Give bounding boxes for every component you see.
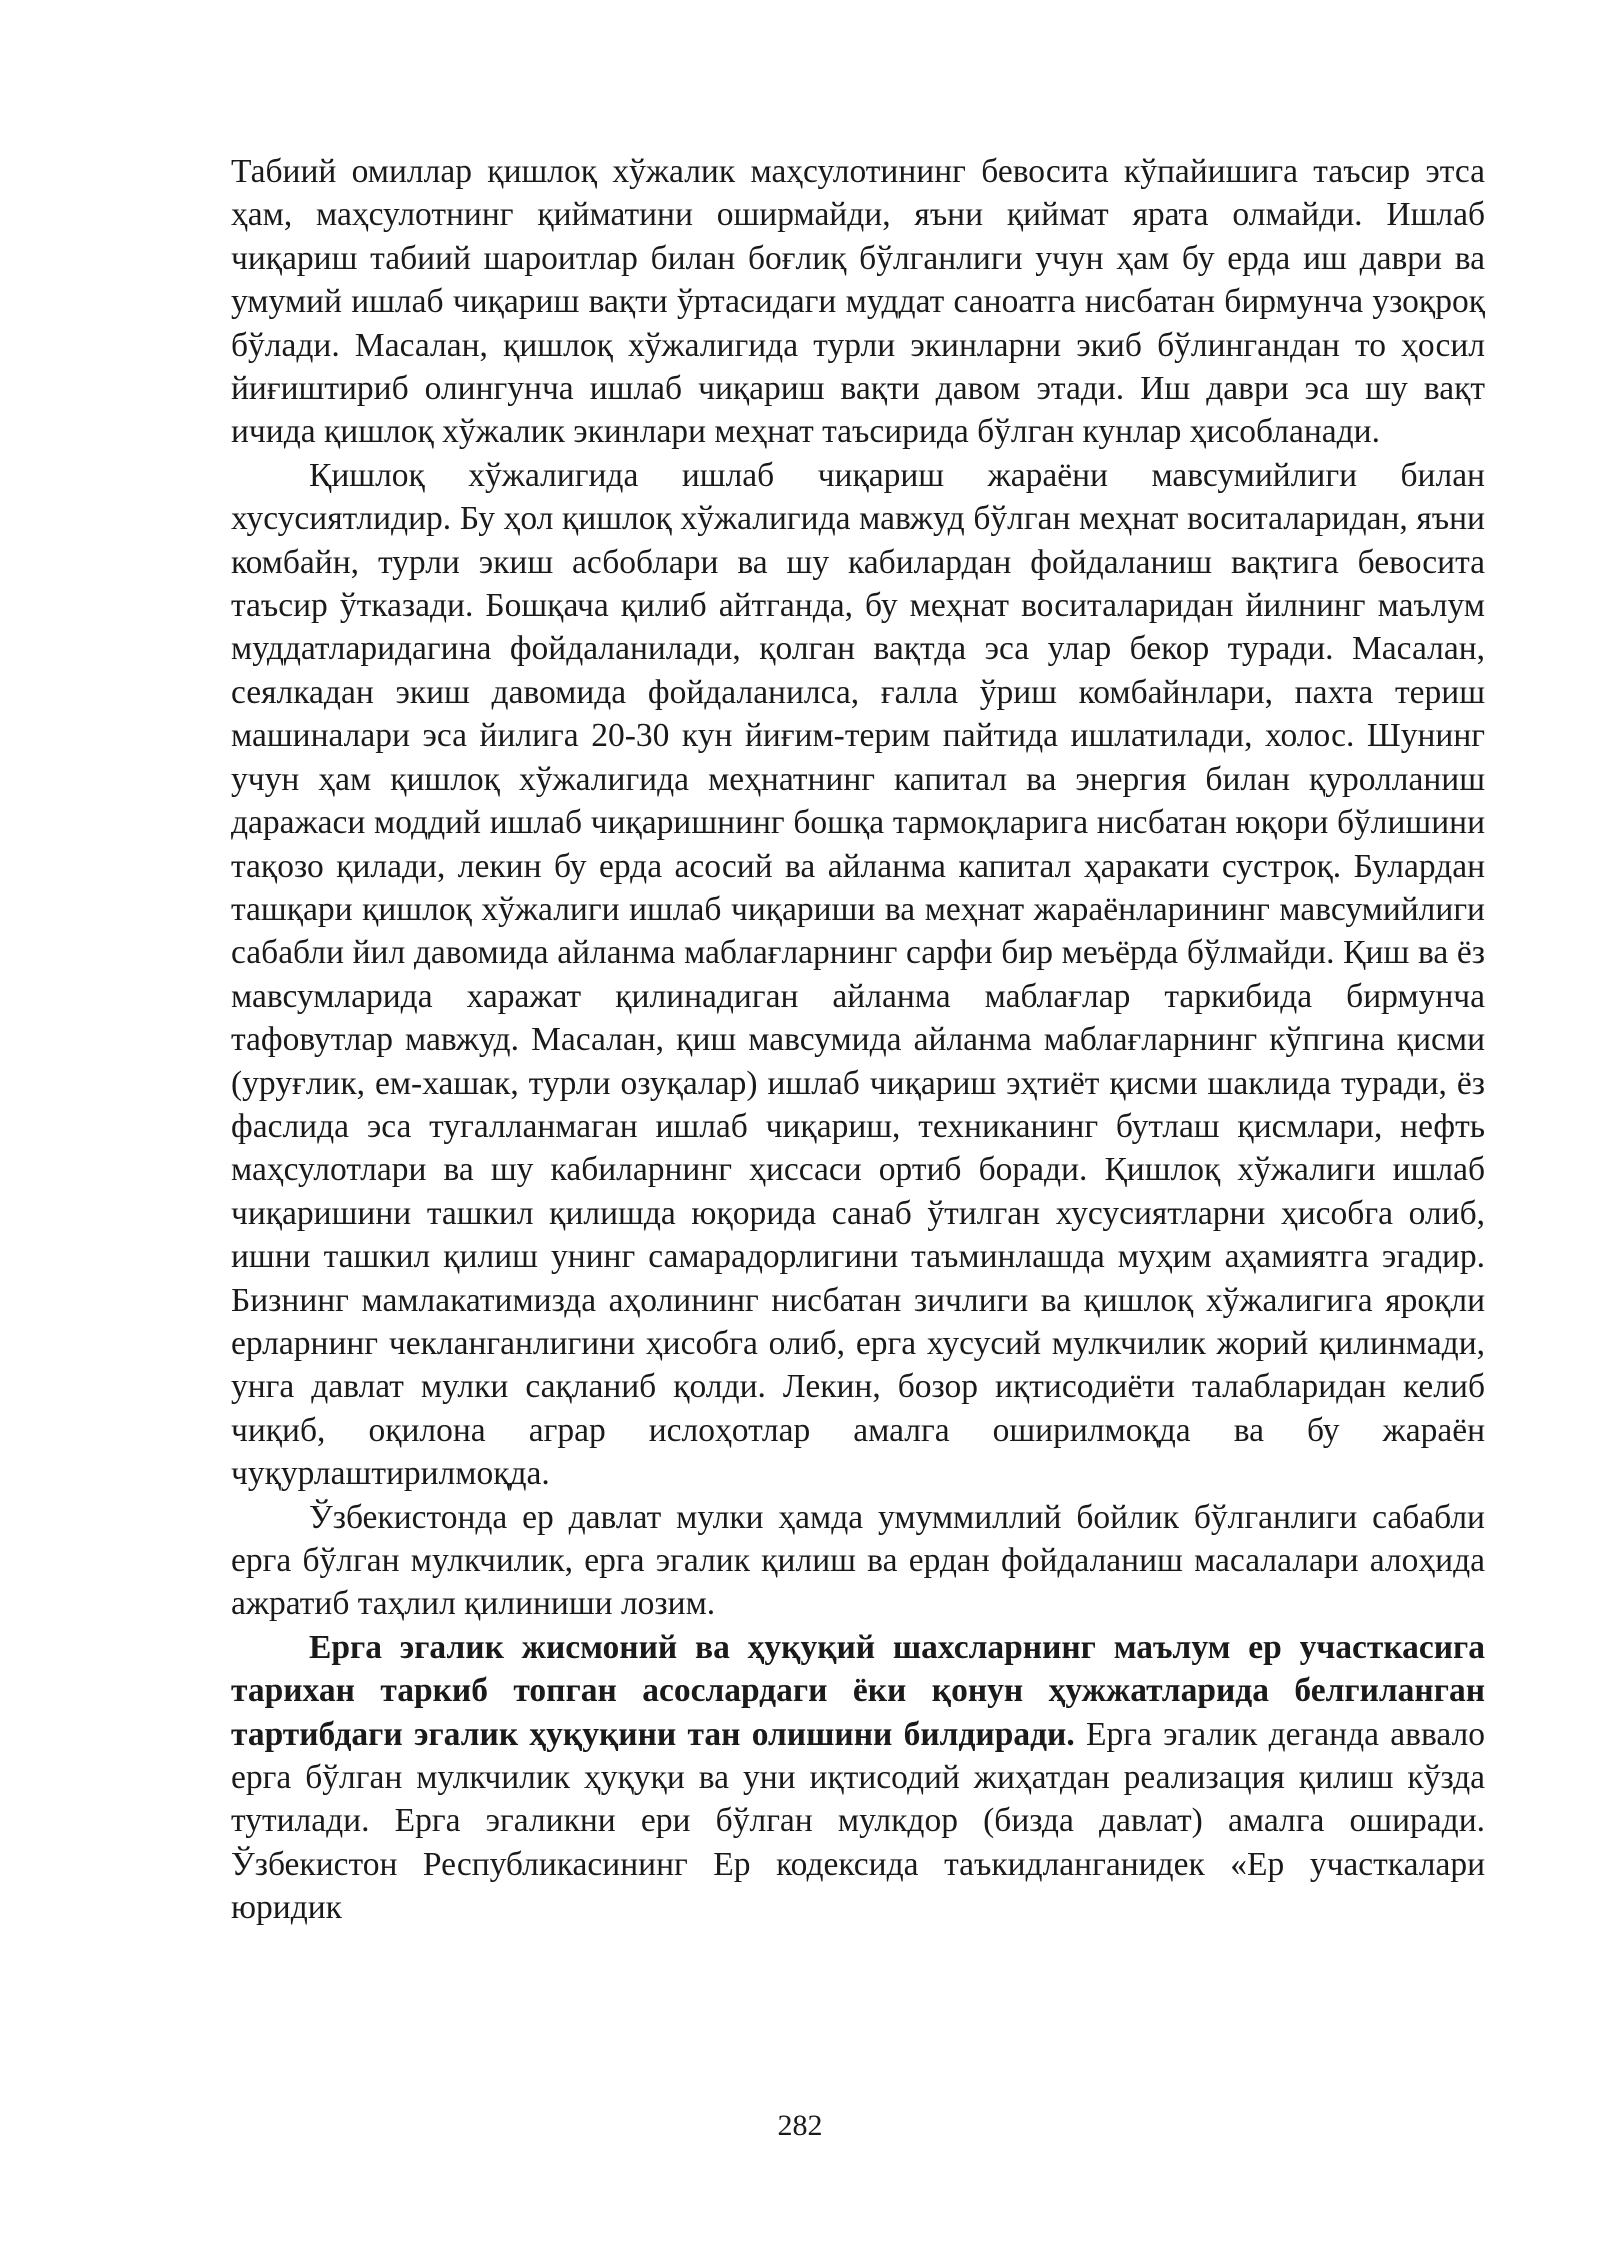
paragraph-2-text: Қишлоқ хўжалигида ишлаб чиқариш жараёни мавсумийлиги билан хусусиятлидир. Бу ҳол қишлоқ хўжалигида мавжуд бўлган меҳнат воситаларидан, яъни комбайн, турли экиш асбоблари ва шу кабилардан фойдаланиш вақтига бевосита таъсир ўтказади. Бошқача қилиб айтганда, бу меҳнат воситаларидан йилнинг маълум муддатларидагина фойдаланилади, қолган вақтда эса улар бекор туради. Масалан, сеялкадан экиш давомида фойдаланилса, ғалла ўриш комбайнлари, пахта териш машиналари эса йилига 20-30 кун йиғим-терим пайтида ишлатилади, холос. Шунинг учун ҳам қишлоқ хўжалигида меҳнатнинг капитал ва энергия билан қуролланиш даражаси моддий ишлаб чиқаришнинг бошқа тармоқларига нисбатан юқори бўлишини тақозо қилади, лекин бу ерда асосий ва айланма капитал ҳаракати сустроқ. Булардан ташқари қишлоқ хўжалиги ишлаб чиқариши ва меҳнат жараёнларининг мавсумийлиги сабабли йил давомида айланма маблағларнинг сарфи бир меъёрда бўлмайди. Қиш ва ёз мавсумларида харажат қилинадиган айланма маблағлар таркибида бирмунча тафовутлар мавжуд. Масалан, қиш мавсумида айланма маблағларнинг кўпгина қисми (уруғлик, ем-хашак, турли озуқалар) ишлаб чиқариш эҳтиёт қисми шаклида туради, ёз фаслида эса тугалланмаган ишлаб чиқариш, техниканинг бутлаш қисмлари, нефть маҳсулотлари ва шу кабиларнинг ҳиссаси ортиб боради. Қишлоқ хўжалиги ишлаб чиқаришини ташкил қилишда юқорида санаб ўтилган хусусиятларни ҳисобга олиб, ишни ташкил қилиш унинг самарадорлигини таъминлашда муҳим аҳамиятга эгадир. Бизнинг мамлакатимизда аҳолининг нисбатан зичлиги ва қишлоқ хўжалигига яроқли ерларнинг чекланганлигини ҳисобга олиб, ерга хусусий мулкчилик жорий қилинмади, унга давлат мулки сақланиб қолди. Лекин, бозор иқтисодиёти талабларидан келиб чиқиб, оқилона аграр ислоҳотлар амалга оширилмоқда ва бу жараён чуқурлаштирилмоқда.: [231, 456, 1485, 1493]
paragraph-4-bold-definition: Ерга эгалик жисмоний ва ҳуқуқий шахсларнинг маълум ер участкасига тарихан таркиб топган асослардаги ёки қонун ҳужжатларида белгиланган тартибдаги эгалик ҳуқуқини тан олишини билдиради.: [231, 1628, 1485, 1753]
paragraph-1: [231, 150, 1485, 454]
paragraph-3: [231, 1496, 1485, 1626]
page-number: 282: [777, 2109, 823, 2142]
paragraph-2: [231, 454, 1485, 1496]
paragraph-3-text: Ўзбекистонда ер давлат мулки ҳамда умуммиллий бойлик бўлганлиги сабабли ерга бўлган мулкчилик, ерга эгалик қилиш ва ердан фойдаланиш масалалари алоҳида ажратиб таҳлил қилиниши лозим.: [231, 1498, 1485, 1623]
paragraph-4: [231, 1626, 1485, 1930]
paragraph-4-text: Ерга эгалик деганда аввало ерга бўлган мулкчилик ҳуқуқи ва уни иқтисодий жиҳатдан реализация қилиш кўзда тутилади. Ерга эгаликни ери бўлган мулкдор (бизда давлат) амалга оширади. Ўзбекистон Республикасининг Ер кодексида таъкидланганидек «Ер участкалари юридик: [231, 1715, 1485, 1927]
paragraph-1-text: Табиий омиллар қишлоқ хўжалик маҳсулотининг бевосита кўпайишига таъсир этса ҳам, маҳсулотнинг қийматини оширмайди, яъни қиймат ярата олмайди. Ишлаб чиқариш табиий шароитлар билан боғлиқ бўлганлиги учун ҳам бу ерда иш даври ва умумий ишлаб чиқариш вақти ўртасидаги муддат саноатга нисбатан бирмунча узоқроқ бўлади. Масалан, қишлоқ хўжалигида турли экинларни экиб бўлингандан то ҳосил йиғиштириб олингунча ишлаб чиқариш вақти давом этади. Иш даври эса шу вақт ичида қишлоқ хўжалик экинлари меҳнат таъсирида бўлган кунлар ҳисобланади.: [231, 153, 1485, 451]
page-body: [231, 150, 1485, 1930]
